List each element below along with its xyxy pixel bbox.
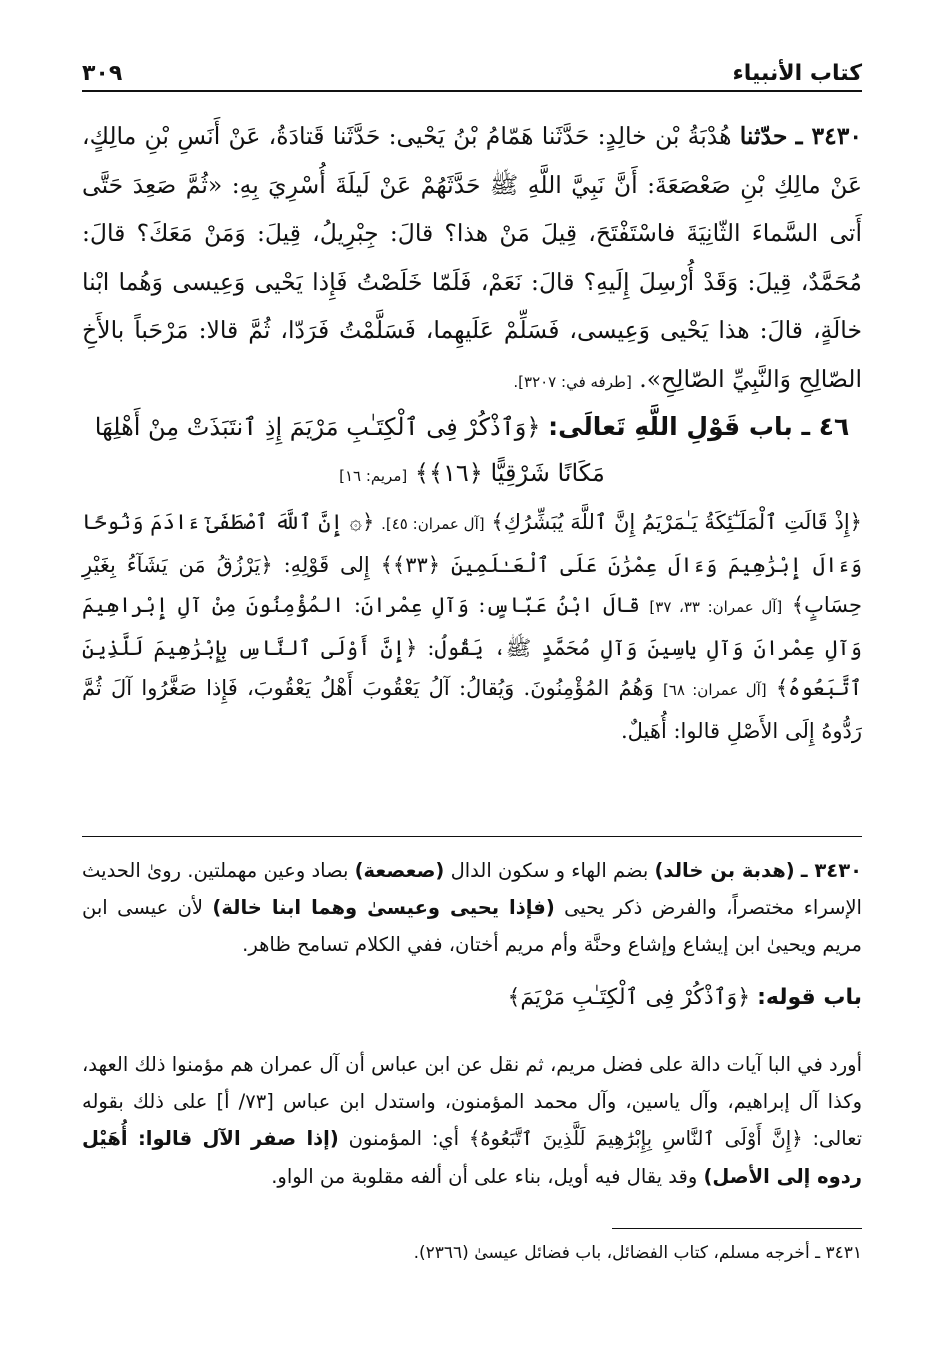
verse-1-reference: [آل عمران: ٤٥]. — [381, 515, 485, 533]
hadith-lead: حدّثنا — [739, 122, 788, 150]
page-number: ٣٠٩ — [82, 61, 123, 86]
hadith-3430 — [82, 112, 862, 406]
sharh-chapter-heading — [82, 978, 862, 1018]
commentary-text-2: وَهُمُ المُؤْمِنُونَ. وَيُقالُ: آلُ يَعْقُوبَ أَهْلُ يَعْقُوبَ، فَإِذا صَغَّرُوا آلَ ثُمَّ رَدُّوهُ إِلَى الأَصْلِ قالوا: أُهَيلٌ. — [82, 676, 862, 743]
commentary-text-1: قالَ ابْنُ عَبّاسٍ: وَآلِ عِمْرانَ: المُؤْمِنُونَ مِنْ آلِ إِبْراهِيمَ وَآلِ عِمْرانَ وَآلِ ياسِينَ وَآلِ مُحَمَّدٍ ﷺ، يَقُولُ: — [82, 593, 862, 660]
chapter-reference: [مريم: ١٦] — [339, 467, 408, 485]
verse-2: ﴿۞ إِنَّ ٱللَّهَ ٱصْطَفَىٰٓ ءَادَمَ وَنُوحًا وَءَالَ إِبْرَٰهِيمَ وَءَالَ عِمْرَٰنَ عَلَى ٱلْعَـٰلَمِينَ ﴿٣٣﴾﴾ — [82, 510, 863, 577]
verse-4-reference: [آل عمران: ٦٨] — [662, 681, 767, 700]
sharh-term-2: (صعصعة) — [354, 859, 445, 882]
sharh-number: ٣٤٣٠ ـ — [800, 859, 862, 882]
hadith-reference: [طرفه في: ٣٢٠٧]. — [513, 372, 632, 391]
chapter-heading — [82, 404, 862, 499]
page-header — [82, 50, 862, 92]
sharh2-text-3: وقد يقال فيه أويل، بناء على أن ألفه مقلوبة من الواو. — [271, 1164, 698, 1188]
sharh2-term: (إذا صفر الآل قالوا: أُهَيْل ردوه إلى الأصل) — [82, 1127, 862, 1188]
sharh2-text-1: أورد في البا آيات دالة على فضل مريم، ثم نقل عن ابن عباس أن آل عمران هم مؤمنوا ذلك العهد، وكذا آل إبراهيم، وآل ياسين، وآل محمد المؤمنون، واستدل ابن عباس [٧٣/ أ] على ذلك بقوله تعالى: — [82, 1053, 863, 1151]
sharh-text-1: بضم الهاء و سكون الدال — [450, 859, 649, 882]
chapter-commentary — [82, 502, 862, 752]
chapter-verse: ﴿وَٱذْكُرْ فِى ٱلْكِتَـٰبِ مَرْيَمَ إِذِ ٱنتَبَذَتْ مِنْ أَهْلِهَا مَكَانًا شَرْقِيًّا ﴿١٦﴾﴾ — [94, 413, 605, 487]
verse-1: ﴿إِذْ قَالَتِ ٱلْمَلَـٰٓئِكَةُ يَـٰمَرْيَمُ إِنَّ ٱللَّهَ يُبَشِّرُكِ﴾ — [491, 510, 862, 534]
sharh-term-1: (هدبة بن خالد) — [654, 859, 795, 882]
sharh-heading-verse: ﴿وَٱذْكُرْ فِى ٱلْكِتَـٰبِ مَرْيَمَ﴾ — [507, 985, 751, 1010]
sharh-text-3: لأن عيسى ابن مريم ويحيىٰ ابن إيشاع وإشاع وحنَّة وأم مريم أختان، ففي الكلام تسامح ظاهر. — [82, 896, 862, 957]
hadith-number: ٣٤٣٠ ـ — [795, 122, 862, 150]
sharh-3430 — [82, 852, 862, 964]
sharh2-verse: ﴿إِنَّ أَوْلَى ٱلنَّاسِ بِإِبْرَٰهِيمَ لَلَّذِينَ ٱتَّبَعُوهُ﴾ — [468, 1127, 803, 1151]
verse-3: ﴿يَرْزُقُ مَن يَشَآءُ بِغَيْرِ حِسَابٍ﴾ — [82, 552, 862, 618]
footnote-divider — [612, 1228, 862, 1229]
sharh2-text-2: أي: المؤمنون — [348, 1127, 460, 1151]
verse-4: ﴿إِنَّ أَوْلَى ٱلنَّاسِ بِإِبْرَٰهِيمَ لَلَّذِينَ ٱتَّبَعُوهُ﴾ — [82, 635, 863, 701]
hadith-body: هُدْبَةُ بْن خالِدٍ: حَدَّثَنا هَمّامُ بْنُ يَحْيى: حَدَّثَنا قَتادَةُ، عَنْ أَنَسِ بْنِ مالِكٍ، عَنْ مالِكِ بْنِ صَعْصَعَةَ: أَنَّ نَبِيَّ اللَّهِ ﷺ حَدَّثَهُمْ عَنْ لَيلَةَ أُسْرِيَ بِهِ: «ثُمَّ صَعِدَ حَتَّى أَتى السَّماءَ الثّانِيَةَ فاسْتَفْتَحَ، قِيلَ مَنْ هذا؟ قالَ: جِبْرِيلُ، قِيلَ: وَمَنْ مَعَكَ؟ قالَ: مُحَمَّدٌ، قِيلَ: وَقَدْ أُرْسِلَ إِلَيهِ؟ قالَ: نَعَمْ، فَلَمّا خَلَصْتُ فَإِذا يَحْيى وَعِيسى وَهُما ابْنا خالَةٍ، قالَ: هذا يَحْيى وَعِيسى، فَسَلِّمْ عَلَيهِما، فَسَلَّمْتُ فَرَدّا، ثُمَّ قالا: مَرْحَباً بالأَخِ الصّالِحِ وَالنَّبِيِّ الصّالِحِ». — [82, 122, 863, 393]
sharh-heading-label: باب قوله: — [757, 985, 862, 1010]
section-divider — [82, 836, 862, 837]
sharh-text-2: بصاد وعين مهملتين. رویٰ الحديث الإسراء مختصراً، والفرض ذكر يحيى — [82, 859, 862, 920]
footnote — [82, 1238, 862, 1268]
chapter-title: ٤٦ ـ باب قَوْلِ اللَّهِ تَعالَى: — [548, 412, 850, 441]
verse-3-reference: [آل عمران: ٣٣، ٣٧] — [649, 598, 783, 617]
sharh-term-3: (فإذا يحيى وعيسىٰ وهما ابنا خالة) — [212, 896, 555, 920]
commentary-to: إِلى قَوْلِهِ: — [283, 552, 370, 577]
running-title: كتاب الأنبياء — [732, 61, 862, 86]
sharh-chapter-text — [82, 1046, 862, 1195]
footnote-text: ٣٤٣١ ـ أخرجه مسلم، كتاب الفضائل، باب فضائل عيسىٰ (٢٣٦٦). — [413, 1243, 862, 1263]
